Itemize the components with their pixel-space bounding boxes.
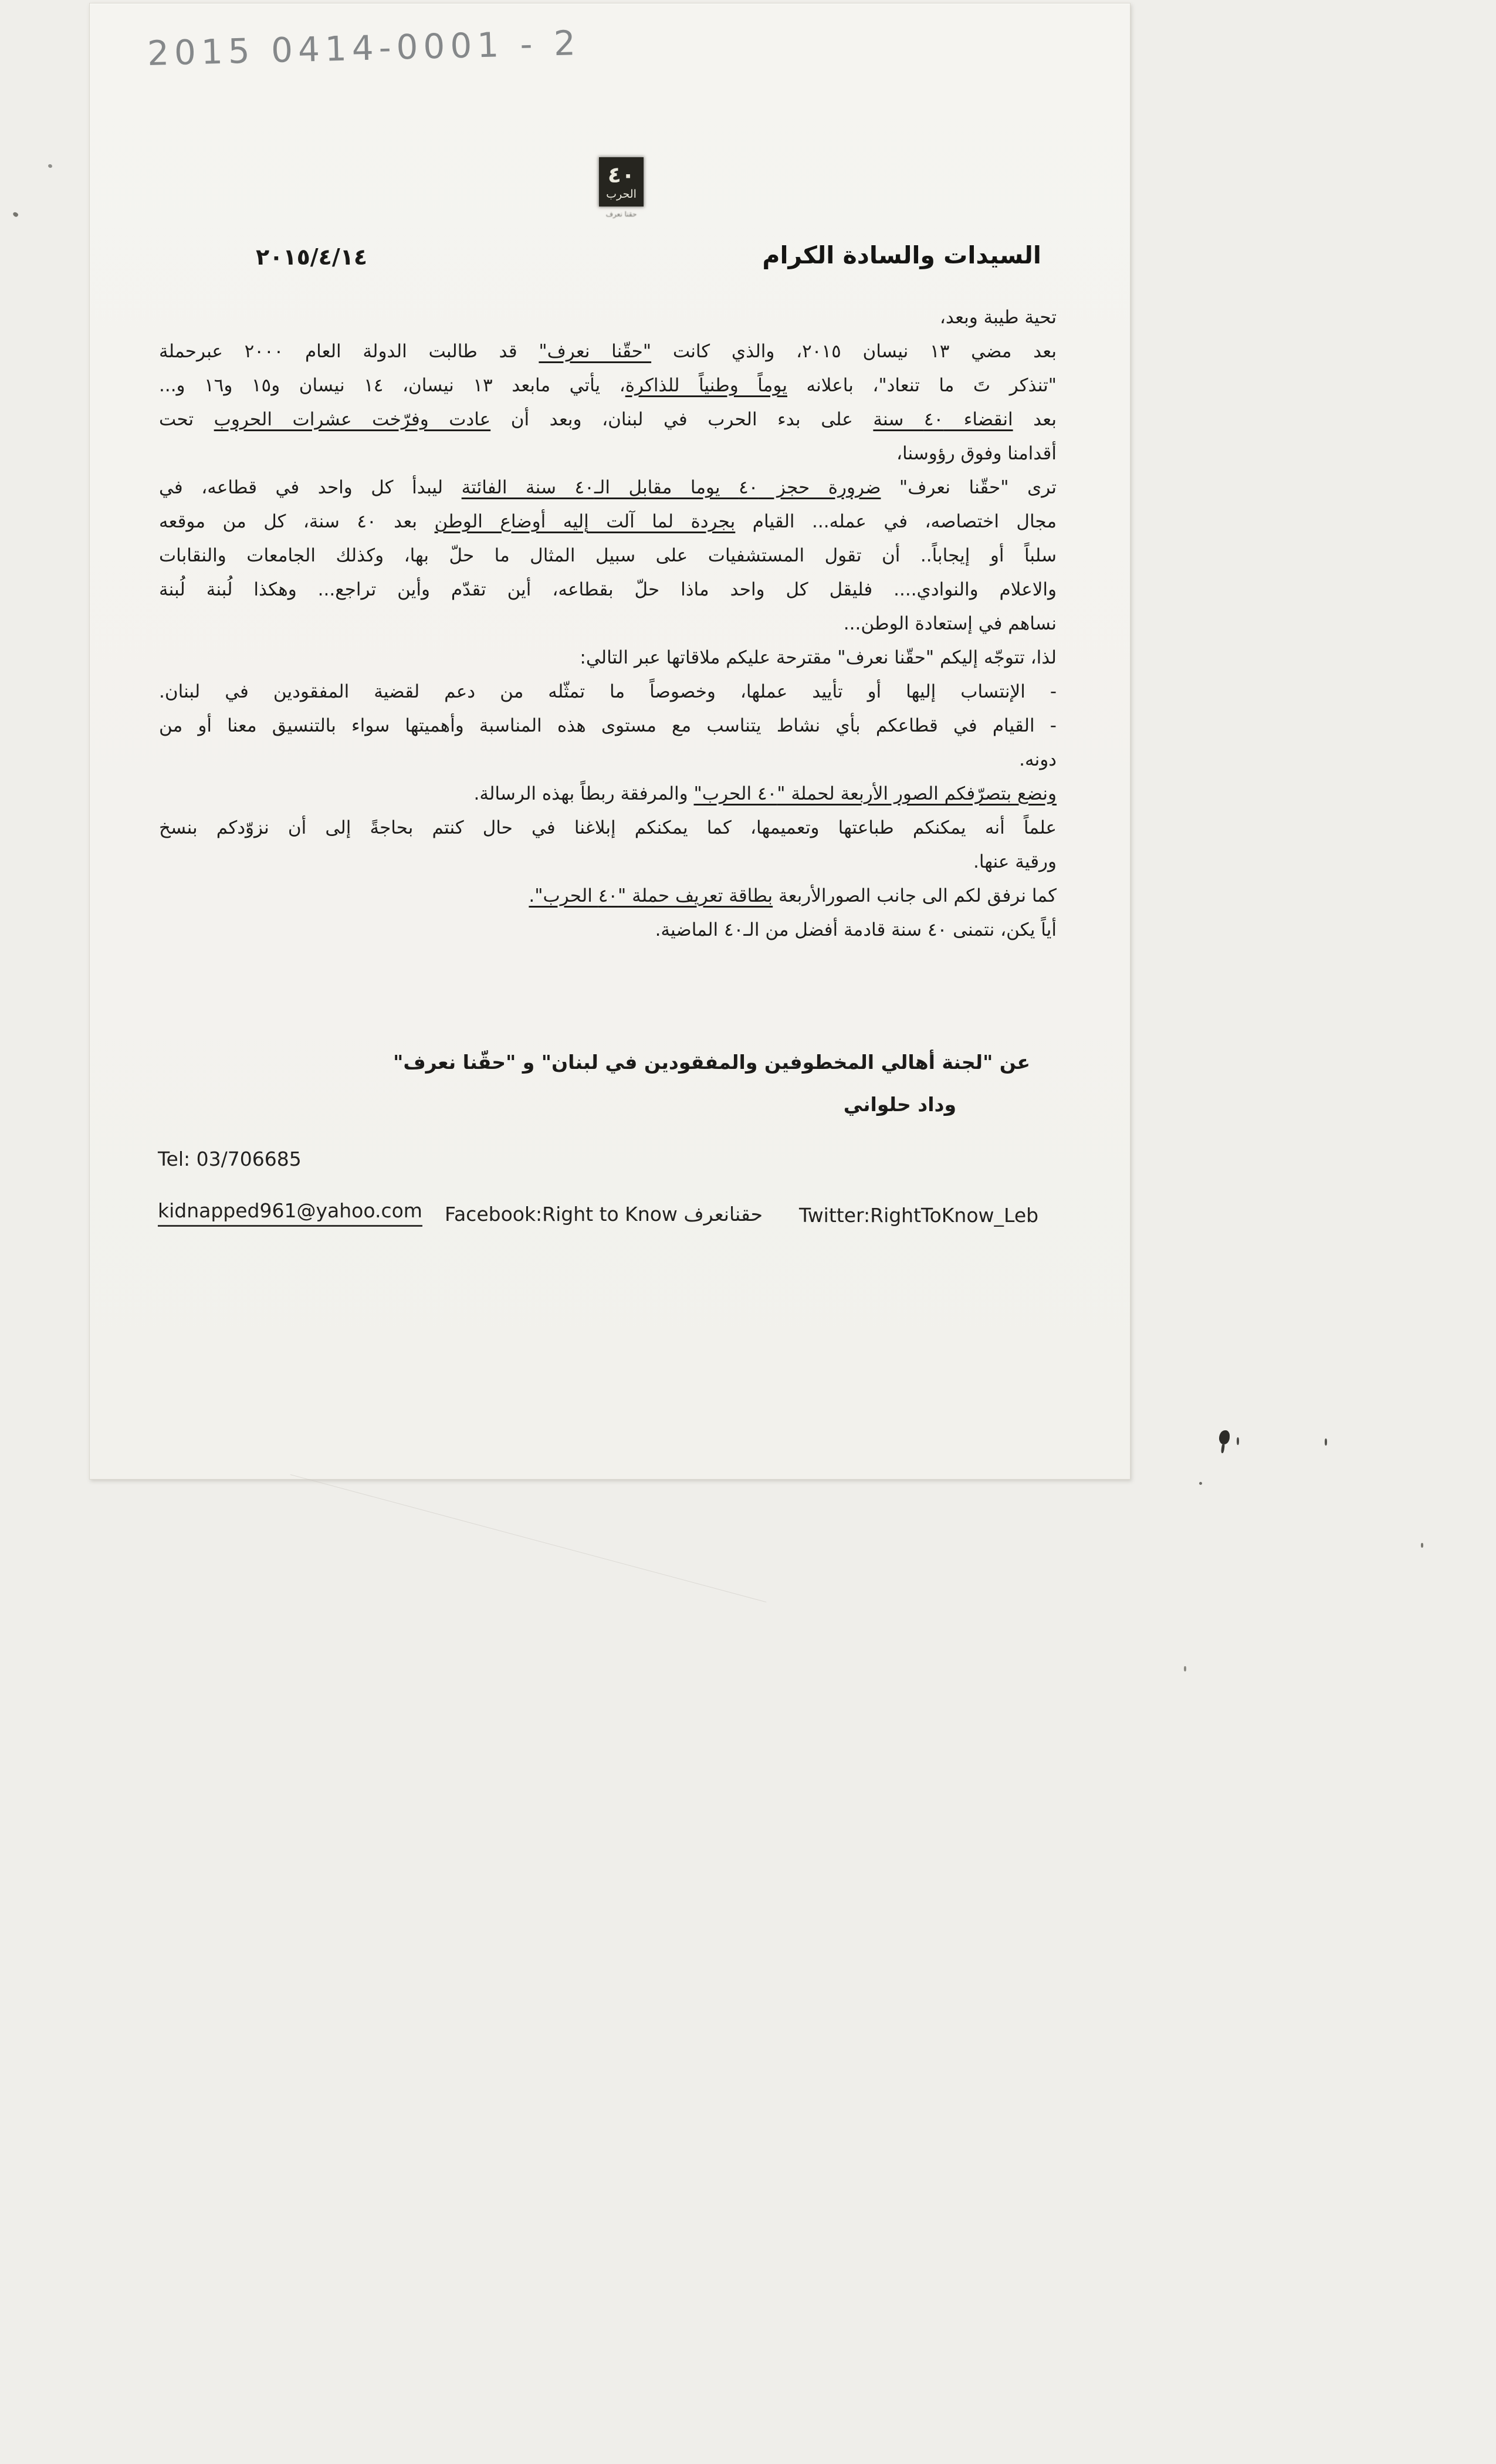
text-segment: - الإنتساب إليها أو تأييد عملها، وخصوصاً ما تمثّله من دعم لقضية المفقودين في لبنان. xyxy=(159,681,1057,702)
body-line xyxy=(159,675,1057,709)
text-segment: ترى "حقّنا نعرف" xyxy=(881,477,1057,498)
ink-blot xyxy=(1219,1430,1230,1444)
body-line xyxy=(159,402,1057,436)
text-segment: نساهم في إستعادة الوطن... xyxy=(843,613,1057,634)
underlined-phrase: بطاقة تعريف حملة "٤٠ الحرب". xyxy=(529,885,773,906)
text-segment: ورقية عنها. xyxy=(973,851,1057,872)
body-line xyxy=(159,811,1057,845)
text-segment: أقدامنا وفوق رؤوسنا، xyxy=(896,443,1057,464)
text-segment: تحت xyxy=(159,409,214,430)
text-segment: علماً أنه يمكنكم طباعتها وتعميمها، كما يمكنكم إبلاغنا في حال كنتم بحاجةً إلى أن نزوّدكم بنسخ xyxy=(159,817,1057,838)
text-segment: على بدء الحرب في لبنان، وبعد أن xyxy=(490,409,874,430)
signature-organization-line: عن "لجنة أهالي المخطوفين والمفقودين في لبنان" و "حقّنا نعرف" xyxy=(393,1051,1030,1074)
body-line xyxy=(159,368,1057,402)
text-segment: كما نرفق لكم الى جانب الصورالأربعة xyxy=(773,885,1057,906)
text-segment: سلباً أو إيجاباً.. أن تقول المستشفيات على سبيل المثال ما حلّ بها، وكذلك الجامعات والنقابات xyxy=(159,545,1057,566)
underlined-phrase: يوماً وطنياً للذاكرة xyxy=(625,375,787,396)
text-segment: بعد ٤٠ سنة، كل من موقعه xyxy=(159,511,435,532)
body-line xyxy=(159,436,1057,471)
letter-date: ٢٠١٥/٤/١٤ xyxy=(256,244,368,270)
text-segment: قد طالبت الدولة العام ٢٠٠٠ عبرحملة xyxy=(159,341,539,362)
text-segment: - القيام في قطاعكم بأي نشاط يتناسب مع مستوى هذه المناسبة وأهميتها سواء بالتنسيق معنا أو من xyxy=(159,715,1057,736)
contact-facebook: Facebook:Right to Know حقنانعرف xyxy=(445,1203,763,1226)
body-line xyxy=(159,300,1057,334)
text-segment: بعد مضي ١٣ نيسان ٢٠١٥، والذي كانت xyxy=(651,341,1057,362)
underlined-phrase: ضرورة حجز ٤٠ يوما مقابل الـ٤٠ سنة الفائتة xyxy=(461,477,881,498)
body-line xyxy=(159,334,1057,368)
logo-word-war: الحرب xyxy=(606,188,637,201)
signature-name: وداد حلواني xyxy=(843,1093,956,1116)
dust-speck xyxy=(12,211,19,218)
dust-speck xyxy=(48,164,53,168)
body-line xyxy=(159,641,1057,675)
logo-caption-smudge: حقنا نعرف xyxy=(605,210,637,218)
underlined-phrase: "حقّنا نعرف" xyxy=(539,341,652,362)
body-line xyxy=(159,505,1057,539)
body-line xyxy=(159,539,1057,573)
body-line xyxy=(159,845,1057,879)
salutation-line: السيدات والسادة الكرام xyxy=(762,241,1041,269)
underlined-phrase: انقضاء ٤٠ سنة xyxy=(873,409,1013,430)
body-line xyxy=(159,607,1057,641)
body-line xyxy=(159,573,1057,607)
body-line xyxy=(159,743,1057,777)
body-line xyxy=(159,879,1057,913)
logo-number-40: ٤٠ xyxy=(607,162,635,188)
body-line xyxy=(159,913,1057,947)
text-segment: بعد xyxy=(1013,409,1057,430)
underlined-phrase: بجردة لما آلت إليه أوضاع الوطن xyxy=(434,511,736,532)
contact-email: kidnapped961@yahoo.com xyxy=(158,1199,422,1227)
body-line xyxy=(159,777,1057,811)
campaign-logo xyxy=(599,157,644,207)
dust-speck xyxy=(1199,1482,1202,1485)
scanner-scratch-line xyxy=(290,1474,767,1602)
underlined-phrase: ونضع بتصرّفكم الصور الأربعة لحملة "٤٠ الحرب" xyxy=(693,783,1057,804)
contact-phone: Tel: 03/706685 xyxy=(158,1148,302,1170)
text-segment: تحية طيبة وبعد، xyxy=(939,307,1057,328)
body-line xyxy=(159,709,1057,743)
text-segment: مجال اختصاصه، في عمله... القيام xyxy=(735,511,1057,532)
text-segment: "تنذكر تَ ما تنعاد"، باعلانه xyxy=(787,375,1057,396)
text-segment: والمرفقة ربطاً بهذه الرسالة. xyxy=(473,783,694,804)
ink-speck xyxy=(1325,1439,1327,1446)
underlined-phrase: عادت وفرّخت عشرات الحروب xyxy=(214,409,491,430)
text-segment: ، يأتي مابعد ١٣ نيسان، ١٤ نيسان و١٥ و١٦ و... xyxy=(159,375,625,396)
handwritten-reference-number: 2015 0414-0001 - 2 xyxy=(147,22,581,74)
ink-blot-tail xyxy=(1221,1443,1225,1454)
ink-speck xyxy=(1237,1437,1239,1445)
dust-speck xyxy=(1184,1666,1186,1671)
body-line xyxy=(159,471,1057,505)
text-segment: ليبدأ كل واحد في قطاعه، في xyxy=(159,477,462,498)
letter-body xyxy=(159,300,1057,947)
dust-speck xyxy=(1421,1543,1423,1548)
text-segment: والاعلام والنوادي.... فليقل كل واحد ماذا حلّ بقطاعه، أين تقدّم وأين تراجع... وهكذا لُبنة لُبنة xyxy=(159,579,1057,600)
letter-paper xyxy=(89,3,1131,1480)
text-segment: دونه. xyxy=(1019,749,1057,770)
contact-twitter: Twitter:RightToKnow_Leb xyxy=(799,1204,1039,1227)
text-segment: لذا، تتوجّه إليكم "حقّنا نعرف" مقترحة عليكم ملاقاتها عبر التالي: xyxy=(580,647,1057,668)
text-segment: أياً يكن، نتمنى ٤٠ سنة قادمة أفضل من الـ٤٠ الماضية. xyxy=(655,919,1057,940)
